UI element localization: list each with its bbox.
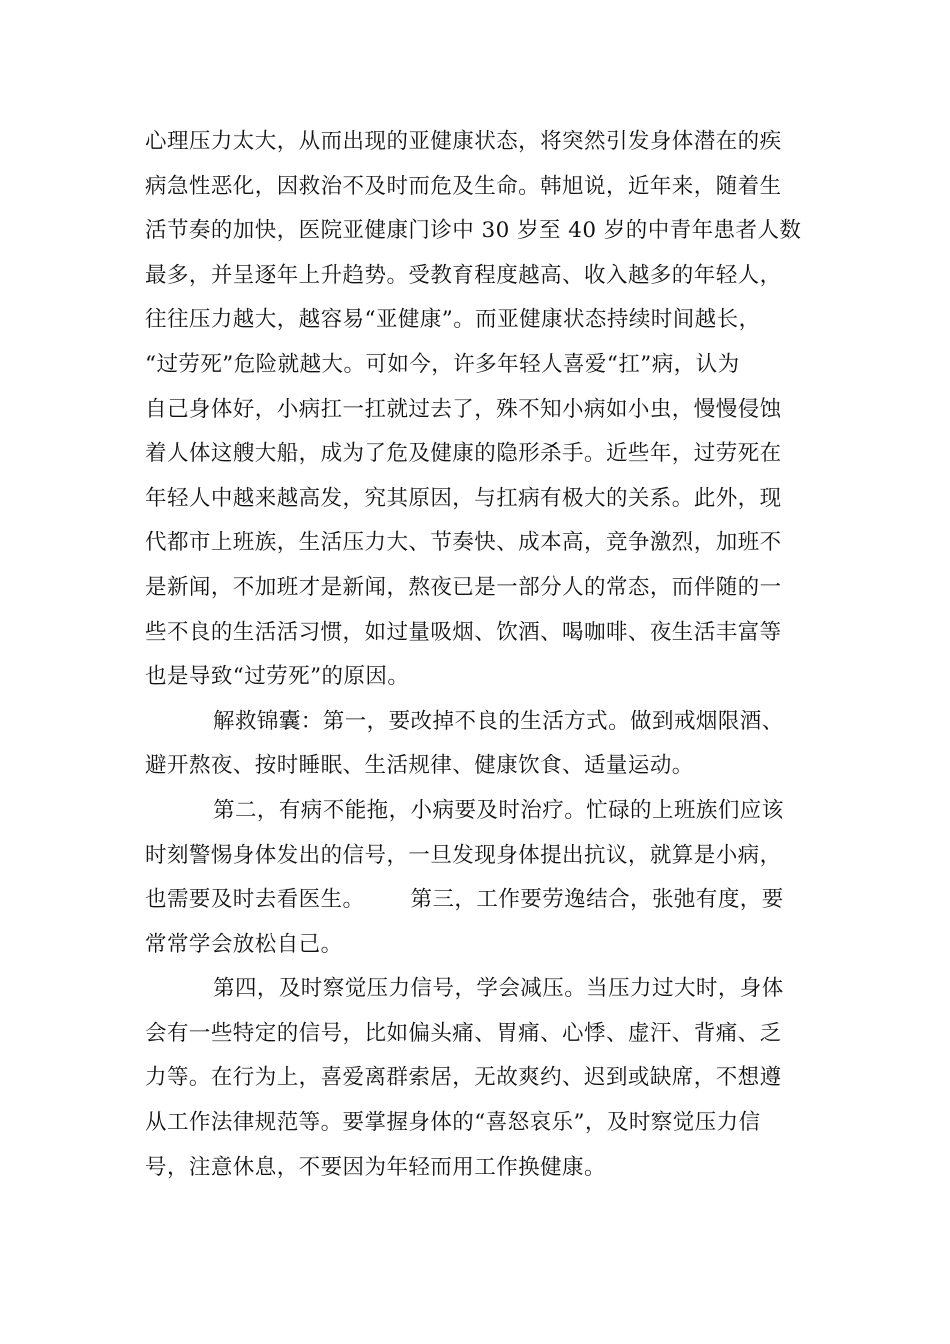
- text-line: 时刻警惕身体发出的信号，一旦发现身体提出抗议，就算是小病，: [145, 842, 782, 868]
- text-line-content: 第三，工作要劳逸结合，张弛有度，要: [410, 887, 784, 913]
- text-line: 最多，并呈逐年上升趋势。受教育程度越高、收入越多的年轻人，: [145, 262, 782, 288]
- paragraph-2: [145, 700, 809, 789]
- document-body: [145, 120, 809, 1190]
- paragraph-3: [145, 789, 809, 967]
- text-line: [145, 878, 809, 923]
- text-line: 着人体这艘大船，成为了危及健康的隐形杀手。近些年，过劳死在: [145, 441, 782, 467]
- text-line: [145, 700, 809, 745]
- text-line: 会有一些特定的信号，比如偏头痛、胃痛、心悸、虚汗、背痛、乏: [145, 1020, 782, 1046]
- text-line: 活节奏的加快，医院亚健康门诊中 30 岁至 40 岁的中青年患者人数: [145, 218, 802, 244]
- text-line-content: 解救锦囊：第一，要改掉不良的生活方式。做到戒烟限酒、: [213, 708, 784, 734]
- text-line-content: 第二，有病不能拖，小病要及时治疗。忙碌的上班族们应该: [213, 797, 784, 823]
- text-line: 自己身体好，小病扛一扛就过去了，殊不知小病如小虫，慢慢侵蚀: [145, 396, 782, 422]
- text-line: [145, 967, 809, 1012]
- text-line: 代都市上班族，生活压力大、节奏快、成本高，竞争激烈，加班不: [145, 530, 782, 556]
- text-line: 力等。在行为上，喜爱离群索居，无故爽约、迟到或缺席，不想遵: [145, 1065, 782, 1091]
- text-line: 往往压力越大，越容易“亚健康”。而亚健康状态持续时间越长，: [145, 307, 761, 333]
- text-line-content: 第四，及时察觉压力信号，学会减压。当压力过大时，身体: [213, 976, 784, 1002]
- text-line-content: 也需要及时去看医生。: [145, 887, 365, 913]
- text-line: 年轻人中越来越高发，究其原因，与扛病有极大的关系。此外，现: [145, 485, 782, 511]
- text-line: [145, 789, 809, 834]
- text-line: 些不良的生活活习惯，如过量吸烟、饮酒、喝咖啡、夜生活丰富等: [145, 619, 782, 645]
- text-line: 也是导致“过劳死”的原因。: [145, 664, 410, 690]
- text-line: 病急性恶化，因救治不及时而危及生命。韩旭说，近年来，随着生: [145, 173, 782, 199]
- text-line: 号，注意休息，不要因为年轻而用工作换健康。: [145, 1154, 606, 1180]
- text-line: 是新闻，不加班才是新闻，熬夜已是一部分人的常态，而伴随的一: [145, 574, 782, 600]
- text-line: 常常学会放松自己。: [145, 931, 343, 957]
- paragraph-4: [145, 967, 809, 1190]
- text-line: 心理压力太大，从而出现的亚健康状态，将突然引发身体潜在的疾: [145, 129, 782, 154]
- paragraph-1: [145, 120, 809, 700]
- text-line: “过劳死”危险就越大。可如今，许多年轻人喜爱“扛”病，认为: [145, 351, 740, 377]
- text-line: 避开熬夜、按时睡眠、生活规律、健康饮食、适量运动。: [145, 753, 694, 779]
- text-line: 从工作法律规范等。要掌握身体的“喜怒哀乐”，及时察觉压力信: [145, 1110, 761, 1136]
